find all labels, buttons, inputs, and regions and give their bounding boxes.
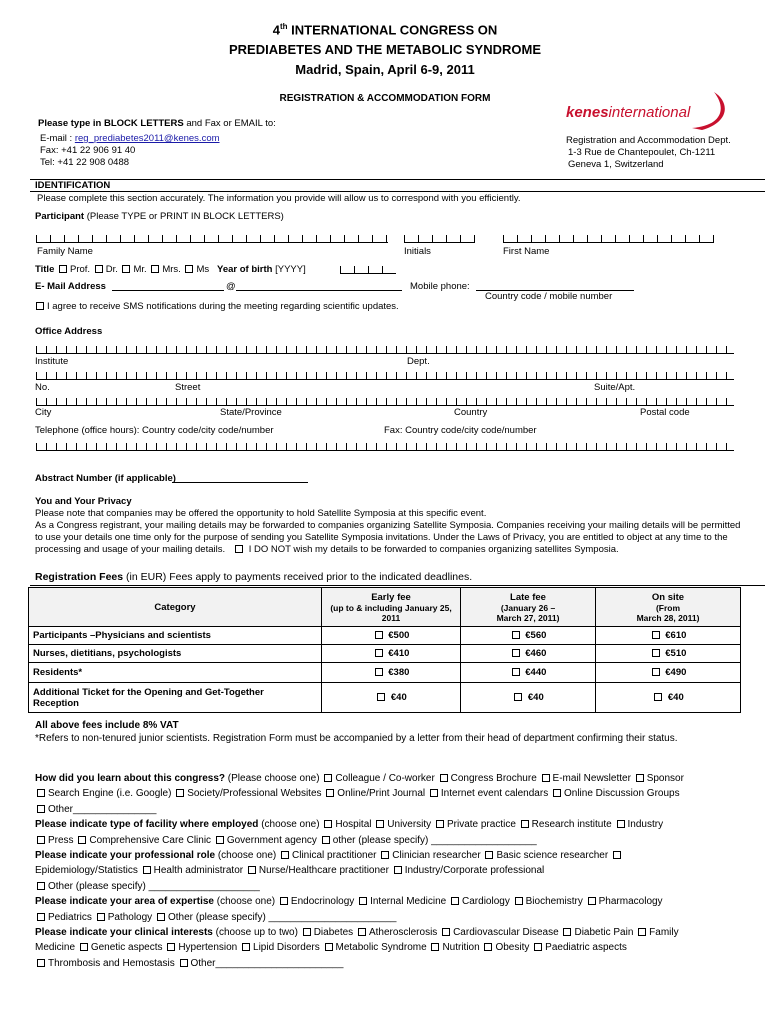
option-checkbox[interactable] [638,928,646,936]
survey-question-role: Please indicate your professional role (choose one) Clinical practitioner Clinician researcher Basic science researcher Epidemiology/Statistics Health administrator Nurse/Healthcare practitioner Industry/Corporate professional Other (please specify) ____________________ [35,848,747,894]
identification-note: Please complete this section accurately. The information you provide will allow us to correspond with you efficiently. [37,193,521,204]
first-name-label: First Name [503,246,550,257]
option-checkbox[interactable] [37,789,45,797]
header-late: Late fee (January 26 – March 27, 2011) [461,588,596,627]
header-category: Category [29,588,322,627]
family-name-input[interactable] [36,235,388,243]
telephone-label: Telephone (office hours): Country code/city code/number [35,425,274,436]
contact-tel: Tel: +41 22 908 0488 [40,157,130,168]
fee-option[interactable]: €40 [461,683,596,713]
option-checkbox[interactable] [176,789,184,797]
street-label: Street [175,382,201,393]
postal-label: Postal code [640,407,690,418]
form-title: REGISTRATION & ACCOMMODATION FORM [279,93,491,104]
survey-question-interests: Please indicate your clinical interests (choose up to two) Diabetes Atherosclerosis Cardiovascular Disease Diabetic Pain Family Medicine Genetic aspects Hypertension Lipid Disorders Metabolic Syndrome Nutrition Obesity Paediatric aspects Thrombosis and Hemostasis Other_______________________ [35,927,679,969]
telephone-fax-input[interactable] [36,443,734,451]
fee-option[interactable]: €40 [596,683,741,713]
kenes-swoosh-icon [690,88,730,132]
table-row: Residents* €380 €440 €490 [29,663,741,683]
abstract-number-input[interactable] [172,482,308,483]
vat-note: All above fees include 8% VAT [35,720,179,731]
option-checkbox[interactable] [451,897,459,905]
option-checkbox[interactable] [436,820,444,828]
option-checkbox[interactable] [78,836,86,844]
option-checkbox[interactable] [37,913,45,921]
divider [30,191,765,192]
address-line3: Geneva 1, Switzerland [568,159,664,170]
fees-table [28,587,741,713]
option-checkbox[interactable] [394,866,402,874]
option-checkbox[interactable] [515,897,523,905]
institute-dept-input[interactable] [36,346,734,354]
city-label: City [35,407,52,418]
option-checkbox[interactable] [442,928,450,936]
option-checkbox[interactable] [376,820,384,828]
option-checkbox[interactable] [563,928,571,936]
congress-title-line1: 4th INTERNATIONAL CONGRESS ON [272,22,498,38]
residents-note: *Refers to non-tenured junior scientists. Registration Form must be accompanied by a letter from their head of department confirming their status. [35,733,678,744]
email-user-input[interactable] [112,290,224,291]
option-checkbox[interactable] [97,913,105,921]
option-checkbox[interactable] [588,897,596,905]
no-label: No. [35,382,50,393]
initials-input[interactable] [404,235,475,243]
option-checkbox[interactable] [617,820,625,828]
fee-option[interactable]: €500 [322,627,461,645]
privacy-optout-checkbox[interactable] [235,545,243,553]
abstract-label: Abstract Number (if applicable) [35,473,176,484]
mobile-label: Mobile phone: [410,281,470,292]
option-checkbox[interactable] [358,928,366,936]
sms-option: I agree to receive SMS notifications during the meeting regarding scientific updates. [34,301,399,312]
option-checkbox[interactable] [359,897,367,905]
suite-label: Suite/Apt. [594,382,636,393]
dept-label: Dept. [407,356,430,367]
email-label: E- Mail Address [35,281,106,292]
option-checkbox[interactable] [484,943,492,951]
option-checkbox[interactable] [37,882,45,890]
option-checkbox[interactable] [280,897,288,905]
option-checkbox[interactable] [542,774,550,782]
option-checkbox[interactable] [322,836,330,844]
contact-instruction: Please type in BLOCK LETTERS and Fax or EMAIL to: [38,118,276,129]
fee-option[interactable]: €510 [596,645,741,663]
congress-title-line3: Madrid, Spain, April 6-9, 2011 [295,62,475,77]
at-sign: @ [226,281,236,292]
survey-question-source: How did you learn about this congress? (Please choose one) Colleague / Co-worker Congress Brochure E-mail Newsletter Sponsor Search Engine (i.e. Google) Society/Professional Websites Online/Print Journal Internet event calendars Online Discussion Groups Other_______________ [35,773,684,815]
title-mrs-checkbox[interactable] [151,265,159,273]
option-checkbox[interactable] [326,789,334,797]
office-address-heading: Office Address [35,326,103,337]
option-checkbox[interactable] [157,913,165,921]
option-checkbox[interactable] [534,943,542,951]
option-checkbox[interactable] [430,789,438,797]
title-ms-checkbox[interactable] [185,265,193,273]
option-checkbox[interactable] [613,851,621,859]
fee-option[interactable]: €380 [322,663,461,683]
fee-option[interactable]: €490 [596,663,741,683]
option-checkbox[interactable] [216,836,224,844]
mobile-hint: Country code / mobile number [485,291,613,302]
year-of-birth-input[interactable] [340,266,396,274]
table-row: Nurses, dietitians, psychologists €410 €460 €510 [29,645,741,663]
fee-option[interactable]: €460 [461,645,596,663]
title-dr-checkbox[interactable] [95,265,103,273]
option-checkbox[interactable] [242,943,250,951]
participant-label: Participant (Please TYPE or PRINT IN BLOCK LETTERS) [35,211,284,222]
street-input[interactable] [36,372,734,380]
contact-email: E-mail : reg_prediabetes2011@kenes.com [40,133,220,144]
survey-question-expertise: Please indicate your area of expertise (choose one) Endocrinology Internal Medicine Cardiology Biochemistry Pharmacology Pediatrics Pathology Other (please specify) _______________________ [35,896,663,923]
privacy-text: to use your details one time only for the purpose of sending you Satellite Symposia invitations. Under the Laws of Privacy, you are entitled to object at any time to the [35,532,728,543]
survey-question-facility: Please indicate type of facility where employed (choose one) Hospital University Private practice Research institute Industry Press Comprehensive Care Clinic Government agency other (please specify) ___________________ [35,819,664,846]
fee-option[interactable]: €40 [322,683,461,713]
option-checkbox[interactable] [431,943,439,951]
fee-option[interactable]: €440 [461,663,596,683]
option-checkbox[interactable] [281,851,289,859]
survey [35,771,747,971]
option-checkbox[interactable] [521,820,529,828]
option-checkbox[interactable] [381,851,389,859]
option-checkbox[interactable] [180,959,188,967]
option-checkbox[interactable] [440,774,448,782]
option-checkbox[interactable] [143,866,151,874]
fee-option[interactable]: €560 [461,627,596,645]
contact-fax: Fax: +41 22 906 91 40 [40,145,136,156]
option-checkbox[interactable] [37,959,45,967]
option-checkbox[interactable] [37,805,45,813]
privacy-text: As a Congress registrant, your mailing details may be forwarded to companies organizing Satellite Symposia. Companies receiving your mailing details will be permitted [35,520,741,531]
identification-heading: IDENTIFICATION [35,180,111,191]
first-name-input[interactable] [503,235,714,243]
divider [30,179,765,180]
city-input[interactable] [36,398,734,406]
email-domain-input[interactable] [236,290,402,291]
option-checkbox[interactable] [324,774,332,782]
title-prof-checkbox[interactable] [59,265,67,273]
divider [30,585,765,586]
country-label: Country [454,407,488,418]
address-line1: Registration and Accommodation Dept. [566,135,731,146]
option-checkbox[interactable] [37,836,45,844]
title-mr-checkbox[interactable] [122,265,130,273]
option-checkbox[interactable] [325,943,333,951]
family-name-label: Family Name [37,246,93,257]
congress-title-line2: PREDIABETES AND THE METABOLIC SYNDROME [228,42,541,57]
option-checkbox[interactable] [324,820,332,828]
option-checkbox[interactable] [248,866,256,874]
institute-label: Institute [35,356,69,367]
option-checkbox[interactable] [303,928,311,936]
header-early: Early fee (up to & including January 25, 2011 [322,588,461,627]
state-label: State/Province [220,407,282,418]
initials-label: Initials [404,246,431,257]
sms-checkbox[interactable] [36,302,44,310]
option-checkbox[interactable] [167,943,175,951]
address-line2: 1-3 Rue de Chantepoulet, Ch-1211 [568,147,716,158]
fees-heading: Registration Fees (in EUR) Fees apply to payments received prior to the indicated deadlines. [35,571,473,583]
option-checkbox[interactable] [485,851,493,859]
privacy-text: Please note that companies may be offered the opportunity to hold Satellite Symposia at this specific event. [35,508,487,519]
header-onsite: On site (From March 28, 2011) [596,588,741,627]
kenes-logo: kenesinternational [566,104,691,121]
option-checkbox[interactable] [636,774,644,782]
fax-label: Fax: Country code/city code/number [384,425,537,436]
fee-option[interactable]: €610 [596,627,741,645]
title-row: Title Prof. Dr. Mr. Mrs. Ms Year of birth [YYYY] [35,264,306,275]
table-row: Participants –Physicians and scientists €500 €560 €610 [29,627,741,645]
option-checkbox[interactable] [553,789,561,797]
table-row: Additional Ticket for the Opening and Get-Together Reception €40 €40 €40 [29,683,741,713]
fee-option[interactable]: €410 [322,645,461,663]
privacy-heading: You and Your Privacy [35,496,132,507]
email-link[interactable]: reg_prediabetes2011@kenes.com [74,133,220,144]
option-checkbox[interactable] [80,943,88,951]
privacy-text: processing and usage of your mailing details. I DO NOT wish my details to be forwarded to companies organizing satellites Symposia. [35,544,619,555]
